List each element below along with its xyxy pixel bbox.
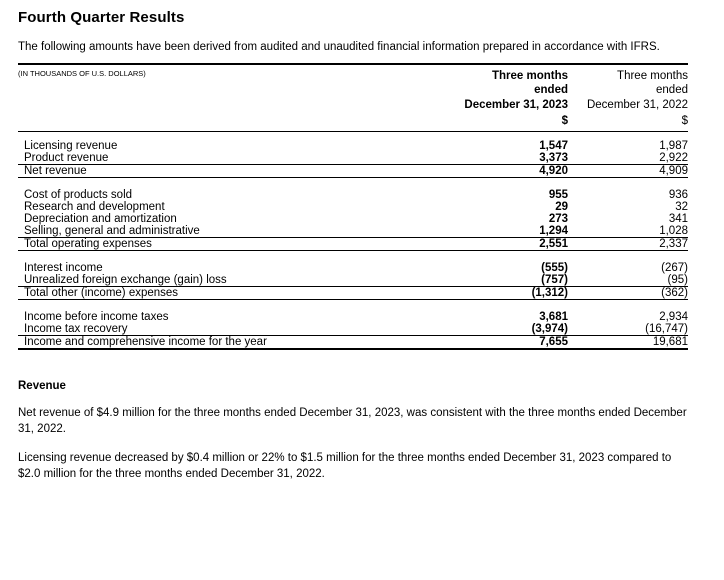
table-row-total	[18, 287, 688, 300]
column-header-2022: Three months ended December 31, 2022	[568, 64, 688, 112]
unit-note: (IN THOUSANDS OF U.S. DOLLARS)	[18, 64, 450, 112]
row-value-2022: 4,909	[568, 165, 688, 178]
currency-symbol-2022: $	[568, 112, 688, 132]
row-label: Interest income	[24, 262, 103, 275]
table-row	[18, 213, 688, 225]
row-value-2023: 7,655	[450, 336, 568, 350]
row-value-2022: 19,681	[568, 336, 688, 350]
row-value-2022: (95)	[667, 274, 688, 287]
currency-symbol-2023: $	[450, 112, 568, 132]
table-row	[18, 201, 688, 213]
row-value-2023: 2,551	[450, 238, 568, 251]
row-value-2023: 1,547	[539, 140, 568, 153]
row-value-2022: 1,987	[659, 140, 688, 153]
row-value-2022: 2,922	[659, 152, 688, 165]
row-value-2022: (362)	[568, 287, 688, 300]
row-label: Selling, general and administrative	[24, 225, 200, 238]
intro-text: The following amounts have been derived from audited and unaudited financial information prepared in accordance with IFRS.	[18, 41, 660, 53]
row-value-2023: (1,312)	[450, 287, 568, 300]
row-label: Net revenue	[18, 165, 450, 178]
row-value-2023: 1,294	[539, 225, 568, 238]
row-value-2022: (267)	[661, 262, 688, 275]
table-row	[18, 225, 688, 238]
row-label: Total other (income) expenses	[18, 287, 450, 300]
row-value-2022: 1,028	[659, 225, 688, 238]
row-label: Income and comprehensive income for the year	[18, 336, 450, 350]
table-header-row	[18, 64, 688, 112]
row-label: Licensing revenue	[24, 140, 118, 153]
table-row	[18, 178, 688, 202]
row-value-2023: (3,974)	[531, 323, 568, 336]
row-value-2023: 3,373	[539, 152, 568, 165]
row-value-2023: (757)	[541, 274, 568, 287]
table-row-total	[18, 165, 688, 178]
column-header-2023: Three months ended December 31, 2023	[450, 64, 568, 112]
row-value-2022: 2,934	[659, 311, 688, 324]
row-label: Research and development	[24, 201, 165, 214]
currency-row	[18, 112, 688, 132]
table-row	[18, 300, 688, 324]
row-value-2023: 273	[548, 213, 568, 226]
row-value-2022: 32	[675, 201, 688, 214]
table-row	[18, 323, 688, 336]
currency-row-spacer	[18, 112, 450, 132]
revenue-heading: Revenue	[18, 380, 66, 393]
row-value-2023: 3,681	[539, 311, 568, 324]
row-label: Product revenue	[24, 152, 109, 165]
table-row	[18, 152, 688, 165]
row-label: Cost of products sold	[24, 189, 133, 202]
row-value-2022: 2,337	[568, 238, 688, 251]
table-row-total	[18, 238, 688, 251]
row-value-2022: 936	[668, 189, 688, 202]
row-label: Income tax recovery	[24, 323, 128, 336]
row-value-2023: (555)	[541, 262, 568, 275]
page-title: Fourth Quarter Results	[18, 9, 185, 26]
table-row	[18, 274, 688, 287]
row-value-2023: 955	[548, 189, 568, 202]
table-row	[18, 251, 688, 275]
row-label: Unrealized foreign exchange (gain) loss	[24, 274, 227, 287]
row-value-2023: 4,920	[450, 165, 568, 178]
row-label: Total operating expenses	[18, 238, 450, 251]
table-row	[18, 132, 688, 153]
row-value-2022: 341	[668, 213, 688, 226]
table-row-grand-total	[18, 336, 688, 350]
revenue-paragraph-1: Net revenue of $4.9 million for the three months ended December 31, 2023, was consistent with the three months ended December 31, 2022.	[18, 407, 687, 436]
row-value-2022: (16,747)	[645, 323, 688, 336]
row-label: Income before income taxes	[24, 311, 169, 324]
revenue-paragraph-2: Licensing revenue decreased by $0.4 million or 22% to $1.5 million for the three months ended December 31, 2023 compared to $2.0 million for the three months ended December 31, 2022.	[18, 452, 672, 481]
row-value-2023: 29	[555, 201, 568, 214]
row-label: Depreciation and amortization	[24, 213, 177, 226]
financial-results-table	[18, 63, 688, 350]
